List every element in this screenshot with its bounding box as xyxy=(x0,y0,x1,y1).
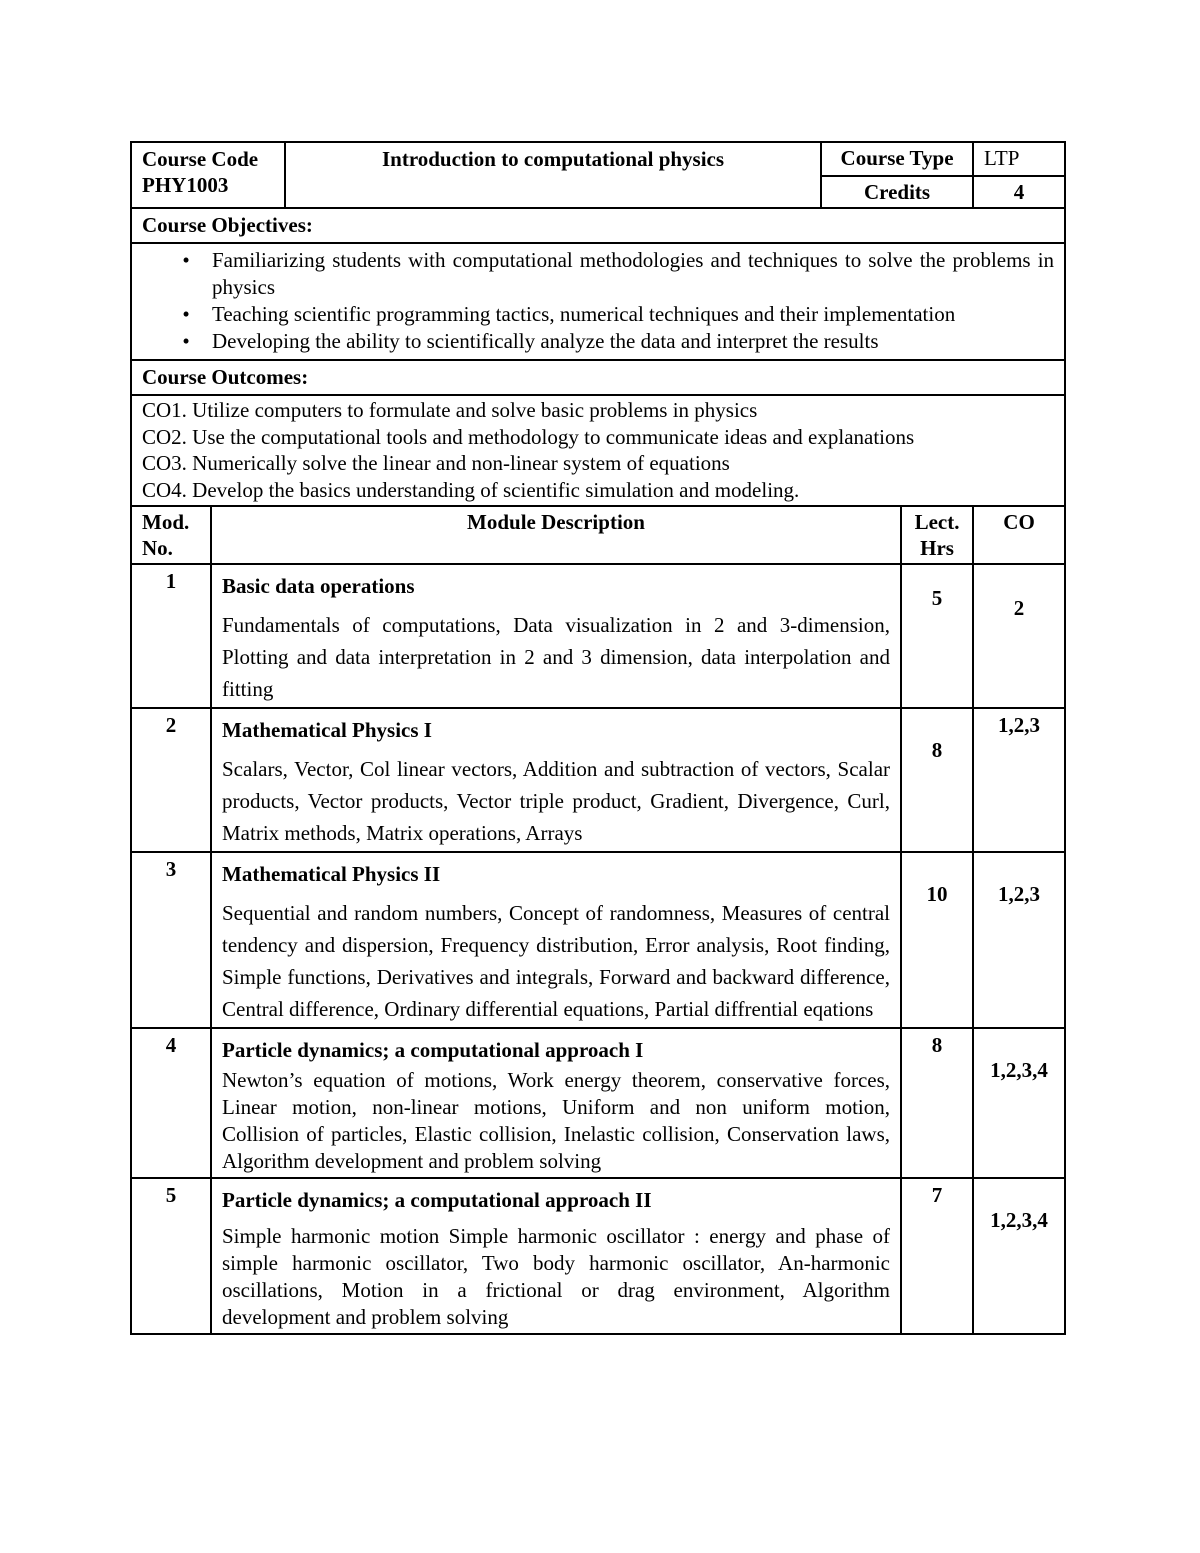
objectives-list xyxy=(142,247,1054,355)
module-row xyxy=(131,708,1065,852)
module-number: 4 xyxy=(131,1028,211,1178)
module-co: 1,2,3,4 xyxy=(973,1028,1065,1178)
objective-item xyxy=(142,301,1054,328)
objectives-heading: Course Objectives: xyxy=(131,208,1065,243)
module-row xyxy=(131,564,1065,708)
outcomes-cell xyxy=(131,395,1065,506)
objective-item xyxy=(142,247,1054,301)
module-co: 1,2,3,4 xyxy=(973,1178,1065,1334)
course-code-label: Course Code xyxy=(142,147,259,171)
modules-header-row xyxy=(131,506,1065,564)
module-number: 2 xyxy=(131,708,211,852)
course-table xyxy=(130,141,1066,1335)
outcome-item: CO1. Utilize computers to formulate and solve basic problems in physics xyxy=(142,398,758,422)
objectives-cell xyxy=(131,243,1065,360)
credits-value: 4 xyxy=(973,176,1065,209)
objective-text: Developing the ability to scientifically analyze the data and interpret the results xyxy=(212,329,879,353)
module-description-header: Module Description xyxy=(211,506,901,564)
course-type-label: Course Type xyxy=(821,142,973,176)
module-hours: 8 xyxy=(901,708,973,852)
co-header: CO xyxy=(973,506,1065,564)
module-co: 1,2,3 xyxy=(973,852,1065,1028)
objectives-list-row xyxy=(131,243,1065,360)
course-title: Introduction to computational physics xyxy=(285,142,821,208)
outcome-item: CO3. Numerically solve the linear and non-linear system of equations xyxy=(142,451,730,475)
lect-hrs-header: Lect. Hrs xyxy=(901,506,973,564)
module-hours: 7 xyxy=(901,1178,973,1334)
module-hours: 8 xyxy=(901,1028,973,1178)
module-co: 1,2,3 xyxy=(973,708,1065,852)
module-title: Particle dynamics; a computational approach I xyxy=(222,1038,644,1062)
objective-text: Familiarizing students with computational methodologies and techniques to solve the problems in physics xyxy=(212,248,1055,299)
module-description-cell xyxy=(211,564,901,708)
module-co: 2 xyxy=(973,564,1065,708)
module-hours: 10 xyxy=(901,852,973,1028)
module-number: 5 xyxy=(131,1178,211,1334)
module-title: Mathematical Physics II xyxy=(222,862,441,886)
outcome-item: CO2. Use the computational tools and methodology to communicate ideas and explanations xyxy=(142,424,915,449)
header-row-1 xyxy=(131,142,1065,176)
bullet-icon: • xyxy=(182,329,190,353)
objectives-heading-row xyxy=(131,208,1065,243)
mod-no-header: Mod. No. xyxy=(131,506,211,564)
objective-item xyxy=(142,328,1054,355)
module-title: Basic data operations xyxy=(222,574,415,598)
course-type-value: LTP xyxy=(973,142,1065,176)
module-title: Particle dynamics; a computational approach II xyxy=(222,1188,652,1212)
module-description-cell xyxy=(211,708,901,852)
objective-text: Teaching scientific programming tactics, numerical techniques and their implementation xyxy=(212,302,956,326)
module-row xyxy=(131,852,1065,1028)
module-row xyxy=(131,1178,1065,1334)
module-description-cell xyxy=(211,1028,901,1178)
course-code-cell xyxy=(131,142,285,208)
bullet-icon: • xyxy=(182,248,190,272)
module-description: Scalars, Vector, Col linear vectors, Addition and subtraction of vectors, Scalar products, Vector products, Vector triple product, Gradient, Divergence, Curl, Matrix methods, Matrix operations, Arrays xyxy=(222,757,891,845)
course-code-value: PHY1003 xyxy=(142,173,229,197)
module-description: Simple harmonic motion Simple harmonic oscillator : energy and phase of simple harmonic oscillator, Two body harmonic oscillator, An-harmonic oscillations, Motion in a frictional or drag environment, Algorithm development and problem solving xyxy=(222,1224,891,1329)
outcomes-heading-row xyxy=(131,360,1065,395)
module-description: Fundamentals of computations, Data visualization in 2 and 3-dimension, Plotting and data interpretation in 2 and 3 dimension, data interpolation and fitting xyxy=(222,613,891,701)
module-description: Newton’s equation of motions, Work energy theorem, conservative forces, Linear motion, non-linear motions, Uniform and non uniform motion, Collision of particles, Elastic collision, Inelastic collision, Conservation laws, Algorithm development and problem solving xyxy=(222,1068,891,1173)
module-title: Mathematical Physics I xyxy=(222,718,432,742)
syllabus-document xyxy=(130,141,1064,1335)
credits-label: Credits xyxy=(821,176,973,209)
module-number: 3 xyxy=(131,852,211,1028)
module-description: Sequential and random numbers, Concept of randomness, Measures of central tendency and dispersion, Frequency distribution, Error analysis, Root finding, Simple functions, Derivatives and integrals, Forward and backward difference, Central difference, Ordinary differential equations, Partial diffrential eqations xyxy=(222,901,891,1021)
module-number: 1 xyxy=(131,564,211,708)
outcomes-heading: Course Outcomes: xyxy=(131,360,1065,395)
outcomes-list-row xyxy=(131,395,1065,506)
bullet-icon: • xyxy=(182,302,190,326)
outcome-item: CO4. Develop the basics understanding of scientific simulation and modeling. xyxy=(142,477,800,502)
module-description-cell xyxy=(211,1178,901,1334)
module-description-cell xyxy=(211,852,901,1028)
module-hours: 5 xyxy=(901,564,973,708)
module-row xyxy=(131,1028,1065,1178)
